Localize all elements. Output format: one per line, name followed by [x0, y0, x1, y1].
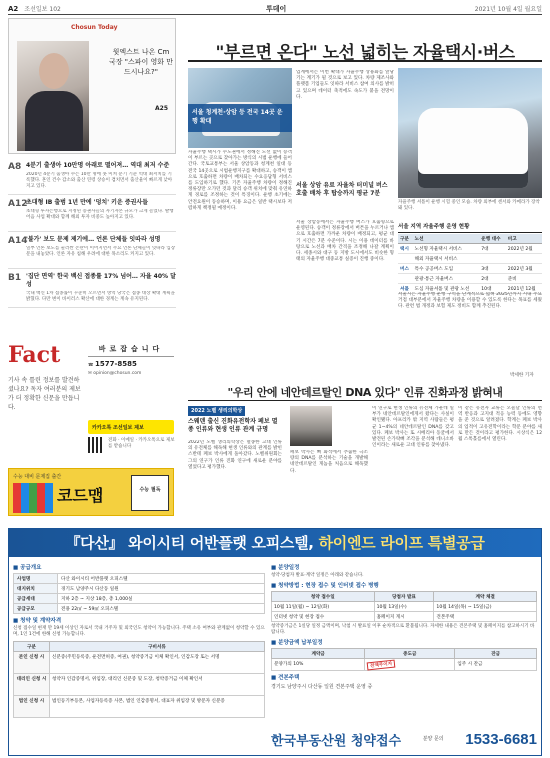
table-cell: 인터넷 청약 및 현장 접수	[272, 612, 375, 622]
table-cell: 신분증(주민등록증, 운전면허증, 여권), 청약증거금 이체 확인서, 인감도장 또는 서명	[50, 652, 265, 674]
ad-section-schedule2: ■ 청약방법 : 현장 접수 및 인터넷 접수 병행	[271, 581, 537, 589]
fact-phone[interactable]: 1577-8585	[95, 360, 137, 368]
brief-page-number: A12	[8, 199, 28, 209]
nobel-badge: 2022 노벨 생리의학상	[188, 406, 245, 416]
ad-title-b: 하이엔드 라이프 특별공급	[318, 534, 485, 552]
ad-left-column	[13, 561, 265, 718]
table-header: 청약 접수일	[272, 592, 375, 602]
table-row	[14, 652, 265, 674]
table-header: 구분	[398, 234, 413, 244]
table-cell: 관광·통근 자율버스	[413, 274, 480, 284]
table-cell: 경기도 남양주시 다산동 일원	[58, 584, 265, 594]
left-column	[8, 18, 176, 308]
table-cell: 홈페이지 게시	[374, 612, 434, 622]
table-cell: 청약자 인감증명서, 위임장, 대리인 신분증 및 도장, 청약증거금 이체 확인서	[50, 674, 265, 696]
table-cell: 2021년 12월	[506, 284, 542, 294]
table-cell: 셔틀	[398, 284, 413, 294]
brief-page-number: B1	[8, 273, 22, 283]
brief-body: 국내 백신 1차 접종률이 꾸준히 오르면서 방역 당국은 접종 대상 확대 계획을 밝혔다. 다만 변이 바이러스 확산에 대한 경계는 계속 유지된다.	[26, 291, 176, 302]
table-cell	[506, 254, 542, 264]
book-ad-banner[interactable]	[8, 468, 174, 516]
table-cell: 공급세대	[14, 594, 58, 604]
article2-body-col-d: 2022년 노벨 생리의학상은 멸종한 고대 인류의 유전체를 해독해 현생 인류와의 관계를 밝힌 스반테 페보 박사에게 돌아갔다. 노벨위원회는 그의 연구가 인류 진화 연구에 새로운 분야를 열었다고 평가했다.	[188, 440, 282, 470]
article2-body-col-e: 페보 박사는 뼈 화석에서 추출한 극소량의 DNA를 분석하는 기술을 개발해 네안데르탈인 게놈을 처음으로 해독했다.	[290, 450, 368, 474]
brief-headline: 초대형 IB 출범 1년 만에 '덩치' 키운 증권사들	[26, 199, 149, 206]
table-cell: 10월 11일(월) ~ 12일(화)	[272, 602, 375, 612]
table-row	[14, 696, 265, 718]
table-header: 계약 체결	[434, 592, 537, 602]
table-cell: 사업명	[14, 574, 58, 584]
table-cell: 10월 13일(수)	[374, 602, 434, 612]
ad-section-schedule: ■ 분양일정	[271, 563, 537, 571]
table-row	[272, 602, 537, 612]
table-caption: 서울 지역 자율주행 운영 현황	[398, 222, 542, 233]
ad-section-price: ■ 분양금액 납부일정	[271, 638, 537, 646]
table-header: 계약금	[272, 649, 365, 659]
ad-title	[9, 529, 541, 557]
table-cell: 10월 14일(목) ~ 15일(금)	[434, 602, 537, 612]
table-row	[398, 244, 542, 254]
section-name: 투데이	[266, 4, 287, 13]
table-cell	[398, 254, 413, 264]
brief-headline: 4분기 출생아 10만명 아래로 떨어져… 역대 최저 수준	[26, 162, 170, 169]
table-cell: 본인 신청 시	[14, 652, 50, 674]
article1-subhead: 서울 상암 유료 자율차 터미널 버스 호출 배차 후 탑승까지 평균 7분	[296, 182, 388, 197]
table-header: 잔금	[455, 649, 537, 659]
table-cell: 2022년 3월	[506, 264, 542, 274]
fact-title: 바로잡습니다	[88, 344, 174, 357]
table-cell: 도심 자율셔틀 및 관광 노선	[413, 284, 480, 294]
article1-byline: 박세한 기자	[510, 373, 534, 378]
fact-slogan: 기사 속 틀린 정보를 발견하셨나요? 독자 여러분의 제보가 더 정확한 신문을 만듭니다.	[8, 377, 81, 411]
article1-headline[interactable]: "부르면 온다" 노선 넓히는 자율택시·버스	[215, 43, 515, 63]
table-row	[272, 659, 537, 671]
table-cell: 대지위치	[14, 584, 58, 594]
book-ad-badge: 수능 필독	[131, 475, 169, 511]
mail-icon: ✉	[88, 371, 94, 376]
ad-contact-text: 경기도 남양주시 다산동 일원 견본주택 운영 중	[271, 684, 373, 690]
brief-list	[8, 158, 176, 308]
schedule-notes: 청약증거금은 1실당 일정 금액이며, 낙첨 시 발표일 이후 순차적으로 환불됩니다. 자세한 내용은 견본주택 및 홈페이지를 참고하시기 바랍니다.	[271, 624, 535, 635]
today-portrait-photo	[17, 41, 89, 151]
ad-phone-banner[interactable]	[271, 725, 537, 753]
ad-banner-label: 분양 문의	[422, 736, 444, 742]
table-header: 당첨자 발표	[374, 592, 434, 602]
brief-item[interactable]	[8, 269, 176, 308]
fact-email[interactable]: opinion@chosun.com	[93, 371, 142, 376]
article2-body-col-f: 이 연구로 현생 인류의 유전체 가운데 일부가 네안데르탈인에게서 왔다는 사실이 확인됐다. 아프리카 밖 지역 사람들은 평균 1~4%의 네안데르탈인 DNA를 갖고 있다. 페보 박사는 또 시베리아 동굴에서 발견된 손가락뼈 조각을 분석해 데니소바인이라는 새로운 고대 인류를 찾아냈다.	[372, 406, 454, 449]
table-cell: 분양가의 10%	[272, 659, 365, 671]
table-header: 운행 대수	[479, 234, 506, 244]
table-row	[398, 264, 542, 274]
article2-subhead: 스웨덴 출신 진화유전학자 페보 멸종 인류와 현생 인류 관계 규명	[188, 418, 278, 433]
article2-headline[interactable]: "우리 안에 네안데르탈인 DNA 있다" 인류 진화과정 밝혀내	[227, 386, 503, 399]
qualify-notes: 신청 접수일 현재 만 19세 이상인 자로서 국내 거주자 및 외국인도 청약이 가능합니다. 주택 소유 여부와 관계없이 청약할 수 있으며, 1인 1건에 한해 신청 가능합니다.	[13, 626, 265, 637]
table-cell: 7대	[479, 244, 506, 254]
brief-item[interactable]	[8, 158, 176, 195]
brief-item[interactable]	[8, 232, 176, 269]
article2-body-col-g: 이 같은 유전자 교류는 오늘날 인류의 면역 반응과 고지대 적응 능력 등에도 영향을 준 것으로 알려졌다. 학계는 페보 박사의 업적이 고유전학이라는 학문 분야를 새로 만든 것이라고 평가한다. 시상식은 12월 스톡홀름에서 열린다.	[458, 406, 542, 443]
brief-body: 일부 언론 보도를 둘러싼 논란이 이어지면서 주요 언론 단체들이 잇따라 입장문을 내놓았다. 언론 자유 침해 우려에 대한 목소리도 커지고 있다.	[26, 246, 176, 257]
article1-body-col-c: 서울시는 자율주행 운행 구역을 단계적으로 넓혀 2025년까지 시내 주요 거점 대부분에서 자율주행 차량을 이용할 수 있도록 한다는 목표를 세웠다. 관련 법 개정과 보험 제도 정비도 함께 추진된다.	[398, 292, 542, 310]
table-cell: 입주 시 잔금	[455, 659, 537, 671]
ad-section-contact: ■ 견본주택	[271, 673, 537, 681]
publication-name: 조선일보 102	[24, 6, 61, 13]
brief-body: 초대형 투자은행으로 지정된 증권사들의 자기자본 규모가 크게 늘었다. 발행어음 사업 확대와 함께 해외 투자 비중도 높아지고 있다.	[26, 209, 174, 220]
brief-page-number: A8	[8, 162, 22, 172]
qr-code-icon[interactable]	[88, 437, 104, 453]
table-cell: 지하 2층 ~ 지상 18층, 총 1,000실	[58, 594, 265, 604]
ad-phone-number[interactable]: 1533-6681	[465, 730, 537, 748]
schedule-table	[271, 591, 537, 622]
table-row	[398, 254, 542, 264]
phone-icon: ☎	[88, 363, 96, 368]
brief-headline: '불가' 보도 문제 제기에… 언론 단체들 잇따라 성명	[26, 236, 161, 243]
table-header: 구분	[14, 642, 50, 652]
chosun-today-label: Chosun Today	[71, 24, 118, 31]
article1-body-col-a: 자율주행 택시가 수도권에서 정해진 노선 없이 승객이 부르는 곳으로 찾아가는 방식의 시범 운행에 들어간다. 국토교통부는 서울 상암동과 청계천 일대 등 전국 14곳으로 시범운행지구를 확대하고, 승객이 앱으로 호출하면 차량이 배차되는 수요응답형 서비스를 도입하기로 했다. 기존 자율주행 차량이 정해진 정류장만 오가던 것과 달리 승객 위치에 맞춰 유연하게 경로를 조정하는 것이 특징이다. 운행 초기에는 안전요원이 동승하며, 이용 요금은 일반 택시보다 저렴하게 책정될 예정이다.	[188, 150, 292, 211]
divider	[188, 60, 542, 62]
table-row	[14, 674, 265, 696]
interest-free-stamp: 전액무이자	[367, 659, 396, 670]
table-cell: 2대	[479, 274, 506, 284]
table-cell: 공급규모	[14, 604, 58, 614]
article1-body-col-b: 업계에서는 이번 확대가 자율주행 상용화를 앞당기는 계기가 될 것으로 보고 있다. 차량 제조사와 플랫폼 기업들도 잇따라 서비스 참여 의사를 밝히고 있으며 데이터 축적에도 속도가 붙을 전망이다.	[296, 70, 394, 100]
article1-photo2-caption: 자율주행 셔틀이 운행 시험 중인 모습. 차량 외부에 센서와 카메라가 장착돼 있다.	[398, 200, 540, 211]
ad-section-overview: ■ 공급개요	[13, 563, 265, 571]
fact-contact-grid	[88, 344, 174, 376]
table-header: 노선	[413, 234, 480, 244]
ad-banner-name: 한국부동산원 청약접수	[271, 733, 402, 749]
table-cell	[365, 659, 455, 671]
table-cell: 10대	[479, 284, 506, 294]
table-cell: 버스	[398, 264, 413, 274]
overview-table	[13, 573, 265, 614]
table-cell: 노선형 자율택시 서비스	[413, 244, 480, 254]
table-cell: 법인 신청 시	[14, 696, 50, 718]
page-number: A2	[8, 4, 19, 13]
table-cell: 견본주택	[434, 612, 537, 622]
table-cell: 택시	[398, 244, 413, 254]
ad-right-column	[271, 561, 537, 690]
brief-body: 2020년 4분기 출생아 수는 10만 명에 못 미쳐 분기 기준 역대 최저치를 기록했다. 혼인 건수 감소와 출산 연령 상승이 겹치면서 출산율이 빠르게 낮아지고 있다.	[26, 172, 173, 189]
masthead	[8, 3, 542, 15]
divider	[188, 400, 542, 401]
fact-contact-note: 전화 · 이메일 · 카카오톡으로 제보를 받습니다	[108, 438, 175, 449]
chosun-today-box[interactable]	[8, 18, 176, 154]
ad-title-a: 『다산』 와이시티 어반플랫 오피스텔,	[65, 534, 314, 552]
table-header: 구비서류	[50, 642, 265, 652]
table-cell: 2022년 2월	[506, 244, 542, 254]
brief-headline: '집단 면역' 한국 백신 접종률 17% 넘어… 자율 40% 달성	[26, 273, 176, 288]
brief-item[interactable]	[8, 195, 176, 232]
table-cell: 법인등기부등본, 사업자등록증 사본, 법인 인감증명서, 대표자 위임장 및 방문자 신분증	[50, 696, 265, 718]
article2-subhead-block	[188, 406, 282, 434]
table-header: 비고	[506, 234, 542, 244]
fact-logo: Fact	[8, 342, 61, 368]
autonomous-status-table	[398, 222, 542, 294]
fact-correction-ad[interactable]	[8, 342, 176, 518]
article2-portrait-photo	[290, 406, 332, 446]
article1-body-col-b2: 서울 상암동에서는 자율주행 버스가 호출형으로 운영된다. 승객이 정류장에서 버튼을 누르거나 앱으로 호출하면 가까운 차량이 배정되고, 평균 대기 시간은 7분 수준이다. 시는 이용 데이터를 바탕으로 노선과 배차 간격을 조정해 나갈 계획이다. 세종시와 대구 등 지방 도시에서도 비슷한 형태의 자율주행 대중교통 실증이 진행 중이다.	[296, 220, 394, 263]
book-covers-image	[13, 483, 53, 513]
table-cell	[479, 254, 506, 264]
today-page-ref: A25	[155, 105, 168, 112]
table-cell: 다산 와이시티 어반플랫 오피스텔	[58, 574, 265, 584]
article1-photo-caption: 서울 청계천·상암 등 전국 14곳 운행 확대	[188, 104, 292, 132]
table-cell: 대리인 신청 시	[14, 674, 50, 696]
table-cell: 전용 22㎡ ~ 59㎡ 오피스텔	[58, 604, 265, 614]
today-quote: 윗엑스트 나온 Cm 국장 "스파이 영화 만드시나요?"	[109, 48, 173, 76]
table-cell: 해외 자율택시 서비스	[413, 254, 480, 264]
table-row	[398, 274, 542, 284]
table-row	[272, 612, 537, 622]
book-ad-small: 수능 대비 문제집 출간	[13, 474, 62, 480]
table-cell: 3대	[479, 264, 506, 274]
book-ad-title: 코드맵	[57, 488, 104, 505]
table-cell: 특수 공공버스 도입	[413, 264, 480, 274]
qualify-table	[13, 641, 265, 718]
article1-photo-shuttle	[398, 68, 542, 198]
table-cell	[398, 274, 413, 284]
issue-date: 2021년 10월 4일 월요일	[474, 6, 542, 13]
table-header: 중도금	[365, 649, 455, 659]
real-estate-ad[interactable]	[8, 528, 542, 756]
schedule-note: 청약·당첨자 발표·계약 일정은 아래와 같습니다.	[271, 573, 364, 578]
kakao-report-button[interactable]: 카카오톡 조선일보 제보	[88, 420, 174, 434]
ad-section-qualify: ■ 청약 및 계약자격	[13, 616, 265, 624]
price-table	[271, 648, 537, 671]
table-cell: 준비	[506, 274, 542, 284]
brief-page-number: A14	[8, 236, 28, 246]
